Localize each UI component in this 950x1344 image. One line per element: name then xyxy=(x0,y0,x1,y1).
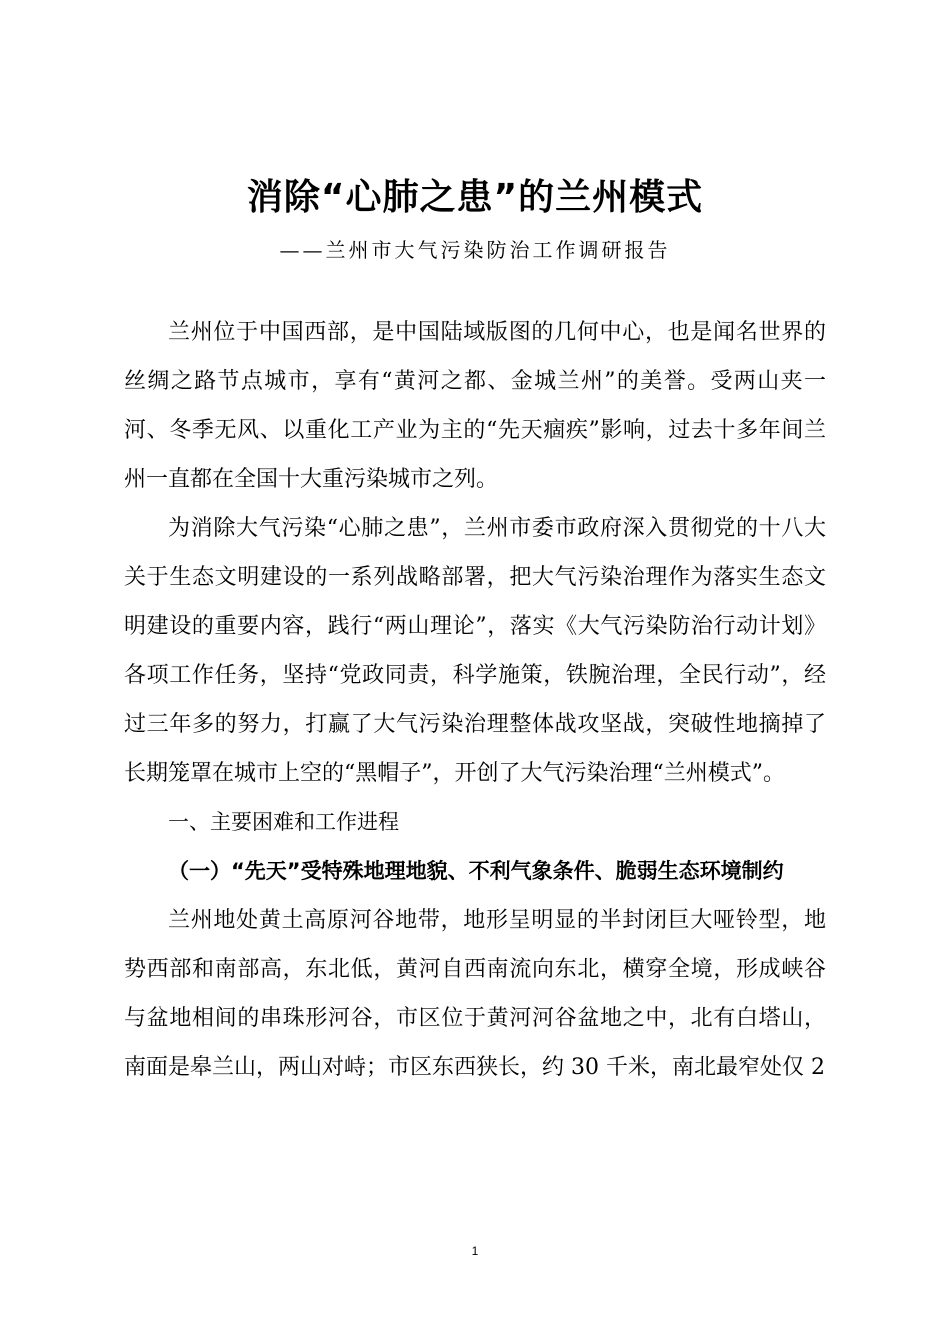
subsection-heading: （一）“先天”受特殊地理地貌、不利气象条件、脆弱生态环境制约 xyxy=(168,859,784,883)
paragraph-measures: 为消除大气污染“心肺之患”，兰州市委市政府深入贯彻党的十八大关于生态文明建设的一系列战略部署，把大气污染治理作为落实生态文明建设的重要内容，践行“两山理论”，落实《大气污染防治行动计划》各项工作任务，坚持“党政同责，科学施策，铁腕治理，全民行动”，经过三年多的努力，打赢了大气污染治理整体战攻坚战，突破性地摘掉了长期笼罩在城市上空的“黑帽子”，开创了大气污染治理“兰州模式”。 xyxy=(124,516,826,786)
document-subtitle: ——兰州市大气污染防治工作调研报告 xyxy=(279,238,671,262)
section-heading: 一、主要困难和工作进程 xyxy=(168,810,399,834)
document-body xyxy=(124,308,826,1092)
paragraph-geography: 兰州地处黄土高原河谷地带，地形呈明显的半封闭巨大哑铃型，地势西部和南部高，东北低，黄河自西南流向东北，横穿全境，形成峡谷与盆地相间的串珠形河谷，市区位于黄河河谷盆地之中，北有白塔山，南面是皋兰山，两山对峙；市区东西狭长，约 30 千米，南北最窄处仅 2 xyxy=(124,908,826,1080)
paragraph-intro: 兰州位于中国西部，是中国陆域版图的几何中心，也是闻名世界的丝绸之路节点城市，享有“黄河之都、金城兰州”的美誉。受两山夹一河、冬季无风、以重化工产业为主的“先天痼疾”影响，过去十多年间兰州一直都在全国十大重污染城市之列。 xyxy=(124,320,826,492)
page-number: 1 xyxy=(471,1244,479,1258)
document-title: 消除“心肺之患”的兰州模式 xyxy=(246,177,704,218)
